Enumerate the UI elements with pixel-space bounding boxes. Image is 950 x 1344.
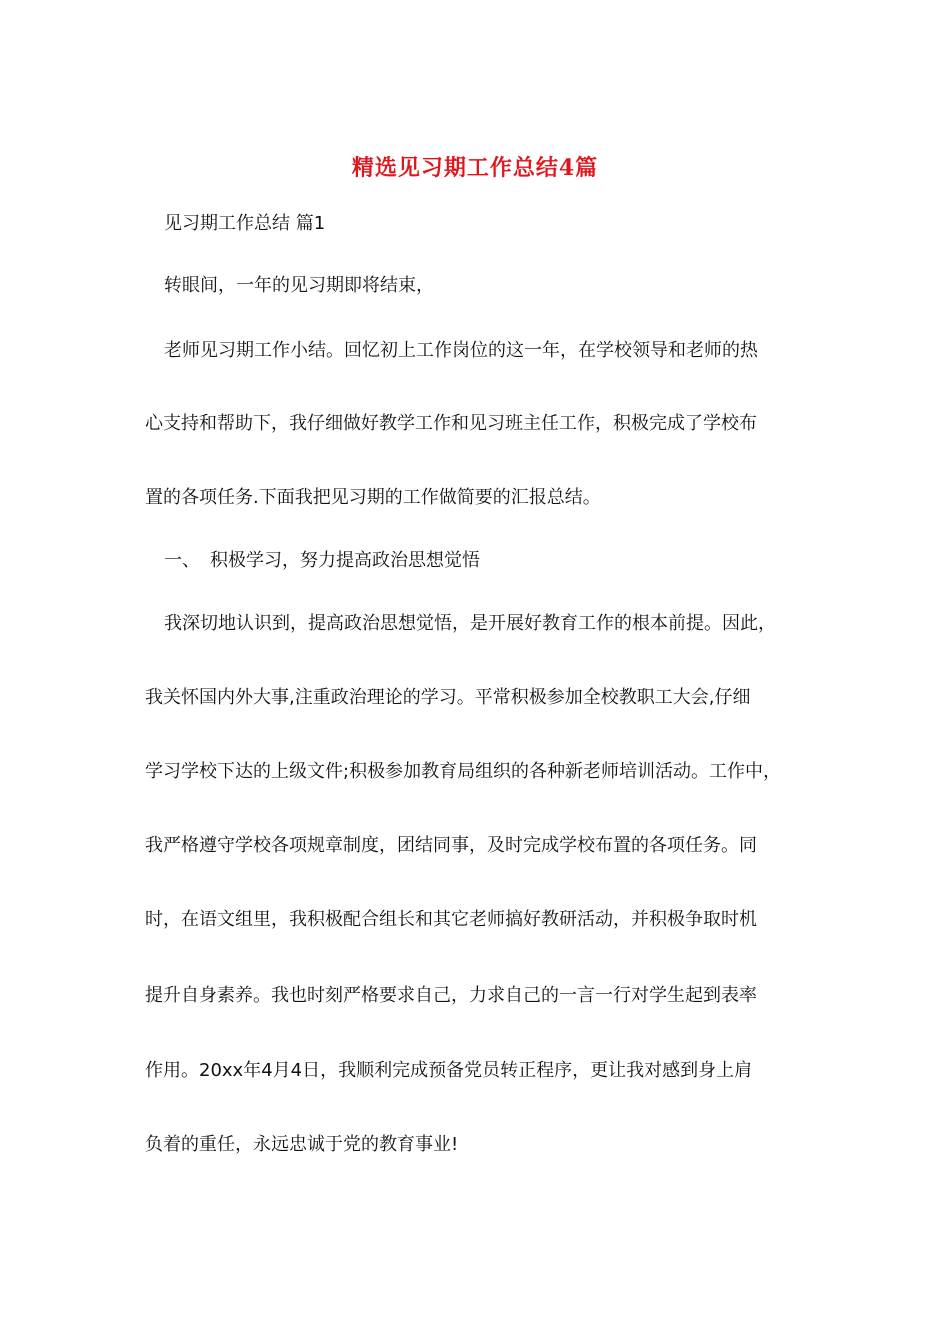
paragraph-line: 心支持和帮助下，我仔细做好教学工作和见习班主任工作，积极完成了学校布 (145, 413, 757, 434)
paragraph-line: 负着的重任，永远忠诚于党的教育事业! (145, 1134, 459, 1155)
document-title: 精选见习期工作总结4篇 (351, 155, 599, 181)
paragraph-line: 我严格遵守学校各项规章制度，团结同事，及时完成学校布置的各项任务。同 (145, 835, 757, 856)
paragraph-line: 时，在语文组里，我积极配合组长和其它老师搞好教研活动，并积极争取时机 (145, 909, 757, 930)
paragraph-line: 作用。20xx年4月4日，我顺利完成预备党员转正程序，更让我对感到身上肩 (145, 1060, 753, 1081)
numbered-heading (164, 547, 844, 575)
paragraph-line: 我关怀国内外大事,注重政治理论的学习。平常积极参加全校教职工大会,仔细 (145, 687, 751, 708)
section-heading: 见习期工作总结 篇1 (164, 213, 326, 234)
paragraph-line: 提升自身素养。我也时刻严格要求自己，力求自己的一言一行对学生起到表率 (145, 985, 757, 1006)
paragraph-line: 老师见习期工作小结。回忆初上工作岗位的这一年，在学校领导和老师的热 (164, 340, 758, 361)
paragraph-line: 学习学校下达的上级文件;积极参加教育局组织的各种新老师培训活动。工作中， (145, 761, 782, 782)
paragraph-line: 我深切地认识到，提高政治思想觉悟，是开展好教育工作的根本前提。因此， (164, 613, 776, 634)
paragraph-line: 转眼间，一年的见习期即将结束， (164, 275, 434, 296)
paragraph-line: 置的各项任务.下面我把见习期的工作做简要的汇报总结。 (145, 487, 601, 508)
list-number: 一、 (164, 550, 200, 571)
numbered-heading-text: 积极学习，努力提高政治思想觉悟 (210, 550, 480, 571)
